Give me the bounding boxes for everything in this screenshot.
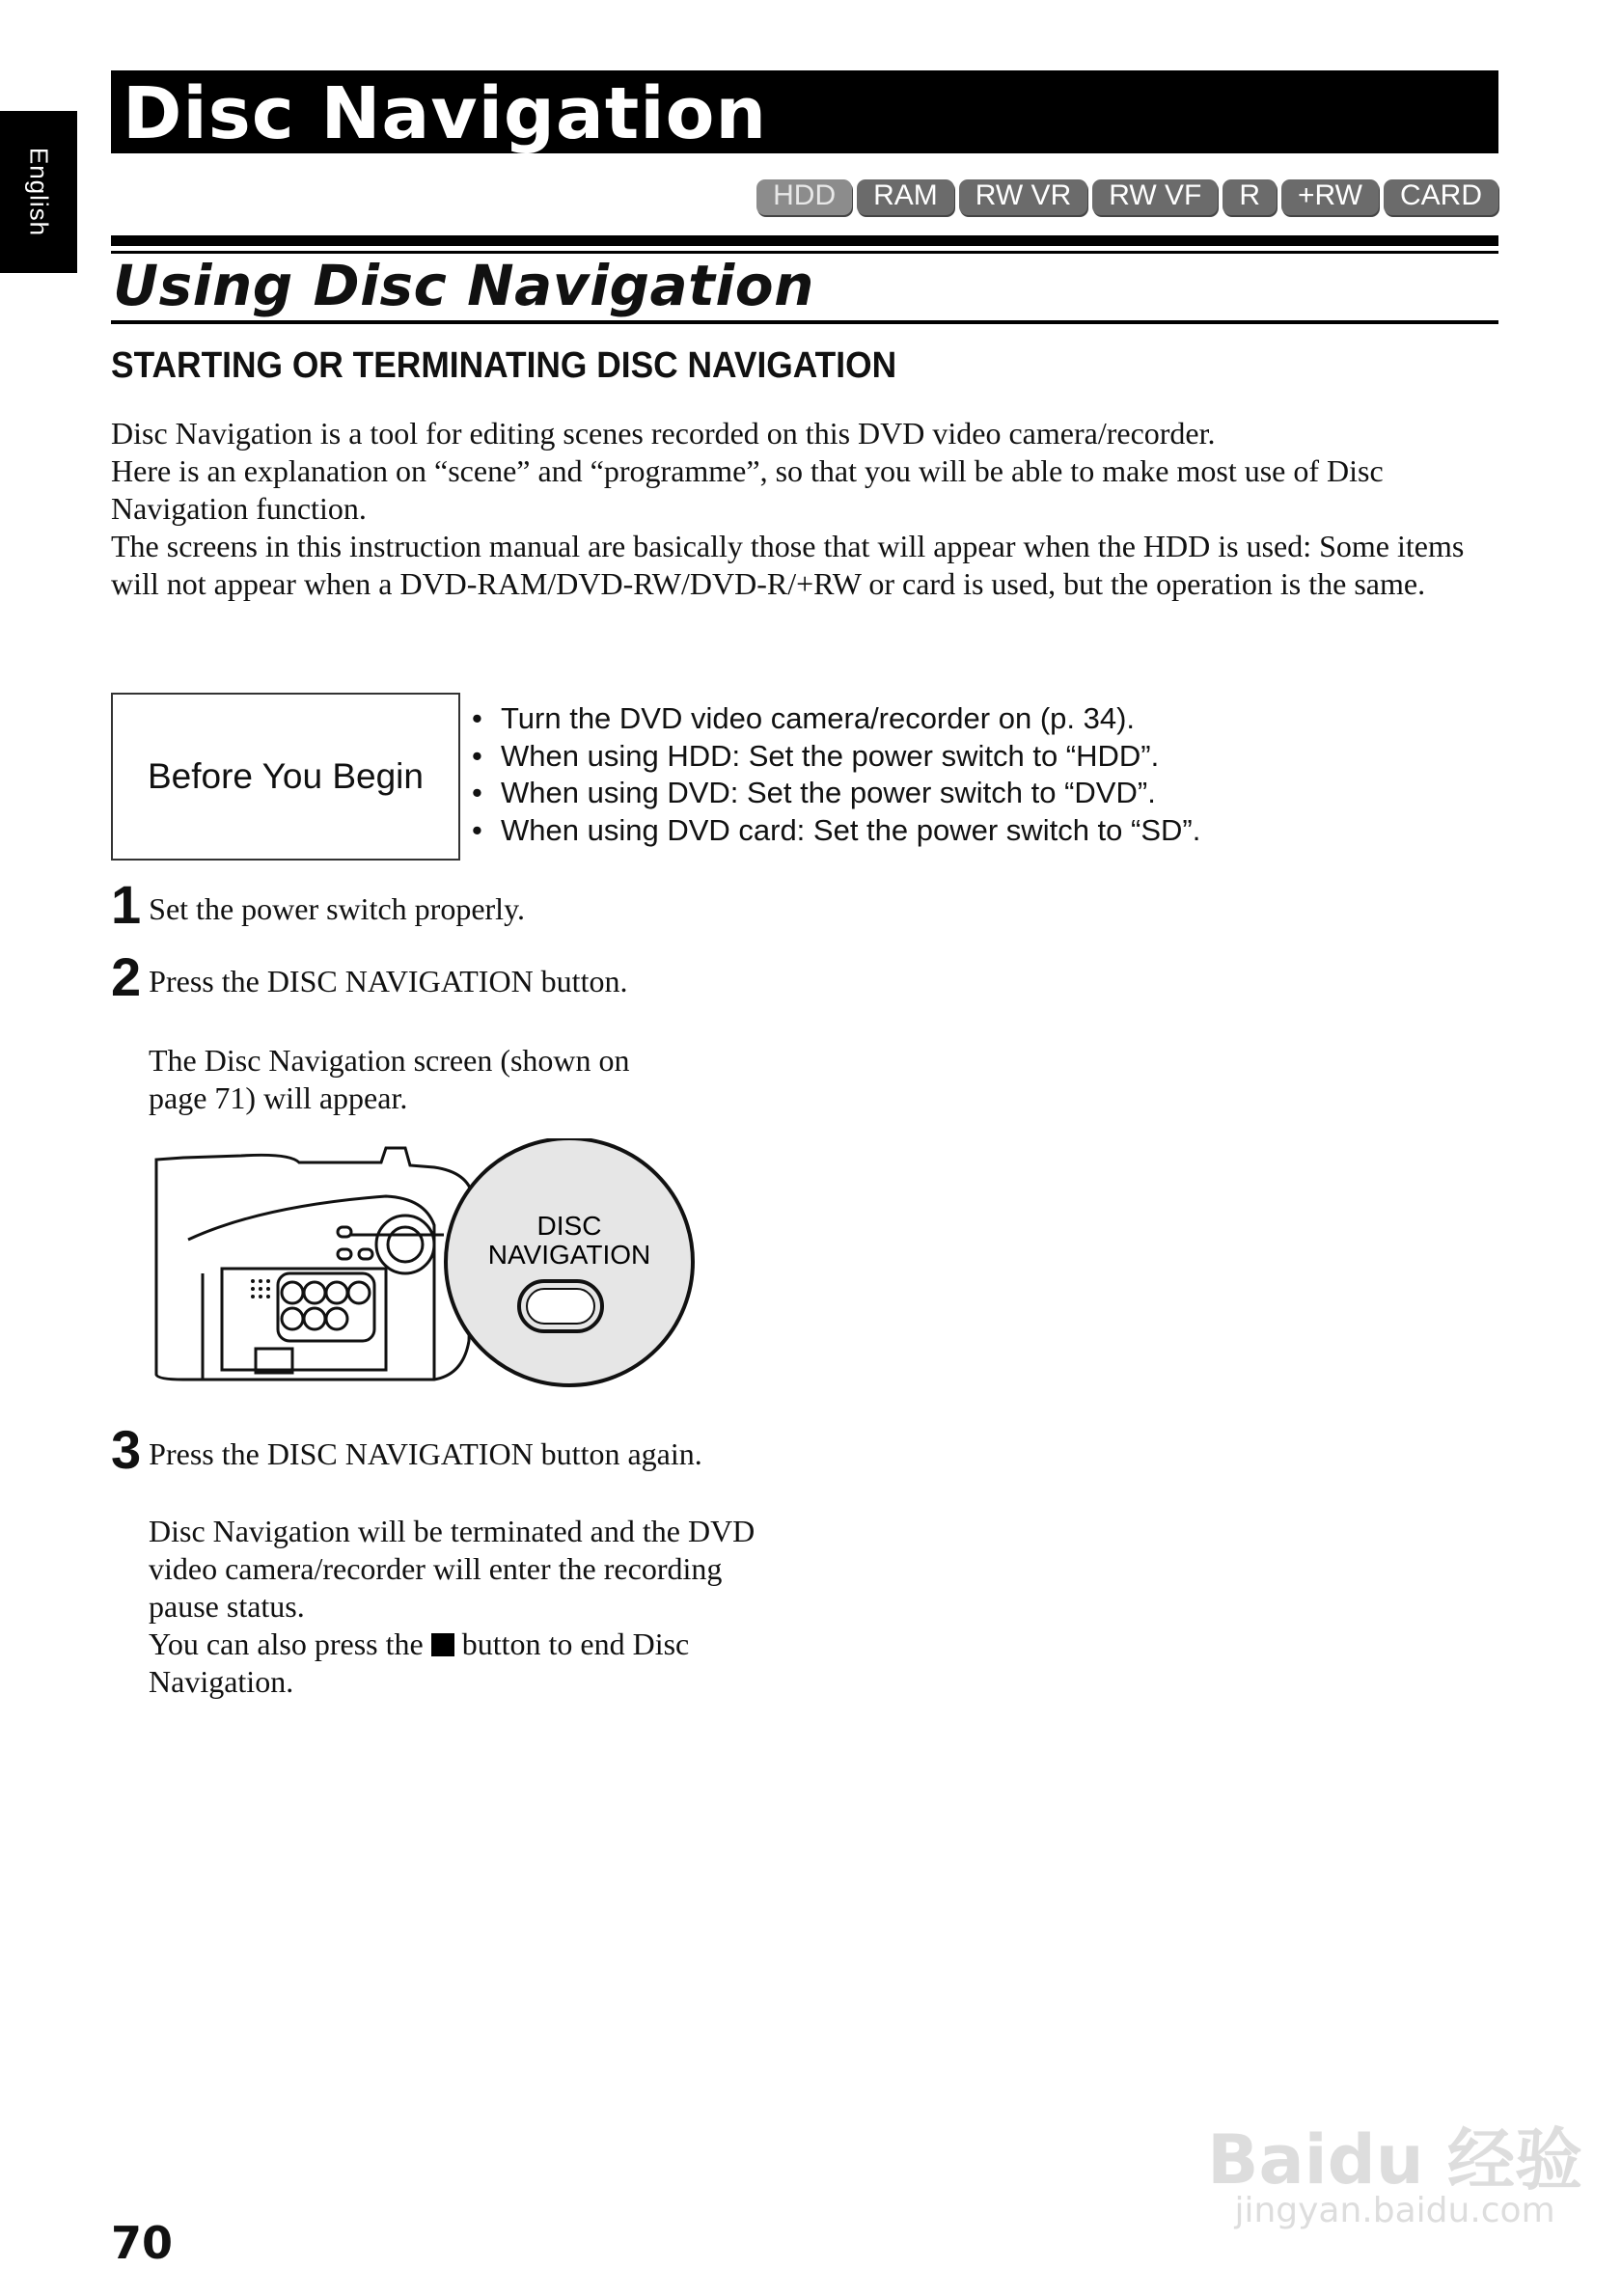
badge-r: R <box>1223 179 1277 215</box>
step-note-stop <box>149 1626 766 1701</box>
before-you-begin-list <box>472 700 1200 849</box>
media-badges <box>756 179 1498 215</box>
intro-paragraph: The screens in this instruction manual are basically those that will appear when the HDD is used: Some items will not appear when a DVD-RAM/DVD-RW/DVD-R/+RW or card is used, but the operation is the same. <box>111 529 1465 601</box>
page-number: 70 <box>111 2217 174 2269</box>
speaker-grille-icon <box>251 1279 270 1298</box>
list-item: • When using DVD card: Set the power switch to “SD”. <box>472 812 1200 850</box>
watermark-line: jingyan.baidu.com <box>1234 2191 1555 2230</box>
intro-paragraph: Here is an explanation on “scene” and “programme”, so that you will be able to make most use of Disc Navigation function. <box>111 453 1384 526</box>
step-text: Press the DISC NAVIGATION button. <box>149 964 628 998</box>
note-text: button to end Disc Navigation. <box>149 1626 690 1699</box>
step-text: Press the DISC NAVIGATION button again. <box>149 1436 702 1471</box>
list-item: • Turn the DVD video camera/recorder on (p. 34). <box>472 700 1200 738</box>
watermark-line: Baidu 经验 <box>1207 2120 1582 2200</box>
before-you-begin-label: Before You Begin <box>148 756 424 796</box>
step-2 <box>111 945 627 1008</box>
baidu-watermark <box>1207 2120 1582 2230</box>
badge-ram: RAM <box>857 179 954 215</box>
section-divider <box>111 320 1498 324</box>
step-1 <box>111 873 525 936</box>
intro-text <box>111 415 1481 603</box>
badge-hdd: HDD <box>756 179 852 215</box>
list-item: • When using DVD: Set the power switch to “DVD”. <box>472 775 1200 812</box>
language-label: English <box>24 147 54 237</box>
section-title: Using Disc Navigation <box>113 253 814 318</box>
step-note: Disc Navigation will be terminated and the DVD video camera/recorder will enter the recording pause status. <box>149 1514 756 1624</box>
before-you-begin-box <box>111 693 460 861</box>
thick-divider <box>111 235 1498 246</box>
badge-plus-rw: +RW <box>1281 179 1379 215</box>
note-text: You can also press the <box>149 1626 424 1661</box>
badge-card: CARD <box>1384 179 1498 215</box>
step-3 <box>111 1418 702 1481</box>
language-side-tab <box>0 111 77 273</box>
list-item: • When using HDD: Set the power switch to “HDD”. <box>472 738 1200 776</box>
callout-label-line1: DISC <box>536 1211 602 1241</box>
step-number: 1 <box>111 874 142 935</box>
step-number: 3 <box>111 1419 142 1480</box>
title-bar <box>111 70 1498 153</box>
badge-rw-vr: RW VR <box>959 179 1087 215</box>
badge-rw-vf: RW VF <box>1092 179 1218 215</box>
step-note: The Disc Navigation screen (shown on page 71) will appear. <box>149 1043 630 1115</box>
camcorder-icon <box>156 1148 473 1380</box>
callout-label-line2: NAVIGATION <box>487 1240 651 1270</box>
camcorder-illustration <box>145 1138 743 1399</box>
stop-button-icon <box>431 1633 454 1656</box>
subsection-title: STARTING OR TERMINATING DISC NAVIGATION <box>111 345 897 386</box>
step-text: Set the power switch properly. <box>149 891 525 926</box>
step-number: 2 <box>111 946 142 1007</box>
intro-paragraph: Disc Navigation is a tool for editing scenes recorded on this DVD video camera/recorder. <box>111 416 1216 451</box>
page-title: Disc Navigation <box>123 72 768 155</box>
step-3-notes <box>149 1513 766 1701</box>
